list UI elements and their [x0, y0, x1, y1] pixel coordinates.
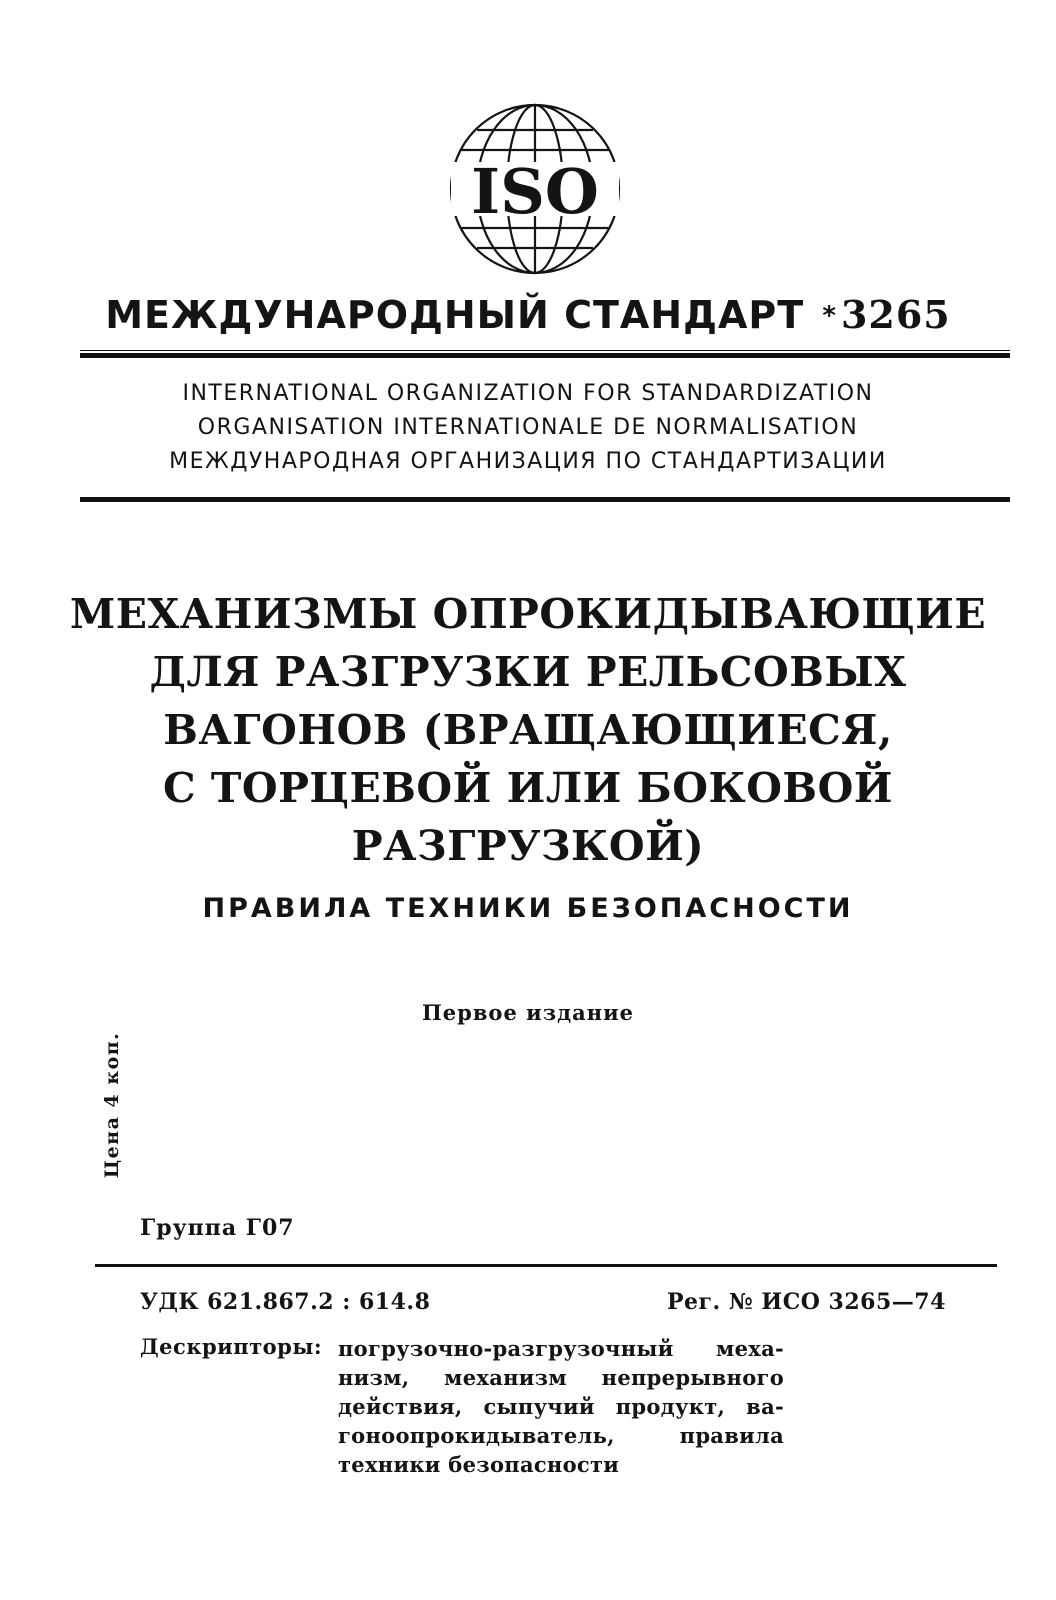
- group-label: Группа Г07: [140, 1215, 295, 1241]
- organization-name-fr: ORGANISATION INTERNATIONALE DE NORMALISATION: [197, 415, 859, 440]
- organization-name-en: INTERNATIONAL ORGANIZATION FOR STANDARDIZATION: [182, 381, 874, 406]
- edition-label: Первое издание: [421, 1000, 635, 1025]
- standard-title: [0, 292, 1056, 337]
- descriptors-line: действия, сыпучий продукт, ва-: [338, 1394, 784, 1419]
- document-title-line: РАЗГРУЗКОЙ): [351, 822, 705, 870]
- star-mark: *: [822, 301, 837, 331]
- document-title-line: ДЛЯ РАЗГРУЗКИ РЕЛЬСОВЫХ: [149, 648, 907, 696]
- divider-middle: [80, 497, 1010, 502]
- standard-number: 3265: [840, 292, 951, 337]
- price-label: [92, 1031, 132, 1179]
- divider-top: [80, 353, 1010, 358]
- standard-title-text: МЕЖДУНАРОДНЫЙ СТАНДАРТ: [105, 293, 805, 337]
- udk-code: УДК 621.867.2 : 614.8: [140, 1289, 431, 1315]
- descriptors-line: низм, механизм непрерывного: [338, 1365, 784, 1390]
- iso-logo-text: ISO: [471, 155, 599, 228]
- descriptors-line: погрузочно-разгрузочный меха-: [338, 1336, 784, 1361]
- descriptors-label: Дескрипторы:: [140, 1334, 323, 1359]
- iso-logo: [447, 100, 623, 278]
- document-title-line: МЕХАНИЗМЫ ОПРОКИДЫВАЮЩИЕ: [69, 590, 987, 638]
- organization-name-ru: МЕЖДУНАРОДНАЯ ОРГАНИЗАЦИЯ ПО СТАНДАРТИЗАЦИИ: [169, 449, 887, 474]
- divider-bottom: [95, 1264, 997, 1267]
- registration-number: Рег. № ИСО 3265—74: [667, 1289, 946, 1315]
- divider-top-thin: [80, 350, 1010, 351]
- descriptors-line: техники безопасности: [338, 1452, 620, 1477]
- descriptors-line: гоноопрокидыватель, правила: [338, 1423, 784, 1448]
- document-title-line: С ТОРЦЕВОЙ ИЛИ БОКОВОЙ: [162, 764, 894, 812]
- document-subtitle: ПРАВИЛА ТЕХНИКИ БЕЗОПАСНОСТИ: [202, 893, 854, 924]
- price-text: Цена 4 коп.: [101, 1031, 123, 1179]
- descriptors-text: [338, 1334, 784, 1479]
- document-title-line: ВАГОНОВ (ВРАЩАЮЩИЕСЯ,: [163, 706, 893, 754]
